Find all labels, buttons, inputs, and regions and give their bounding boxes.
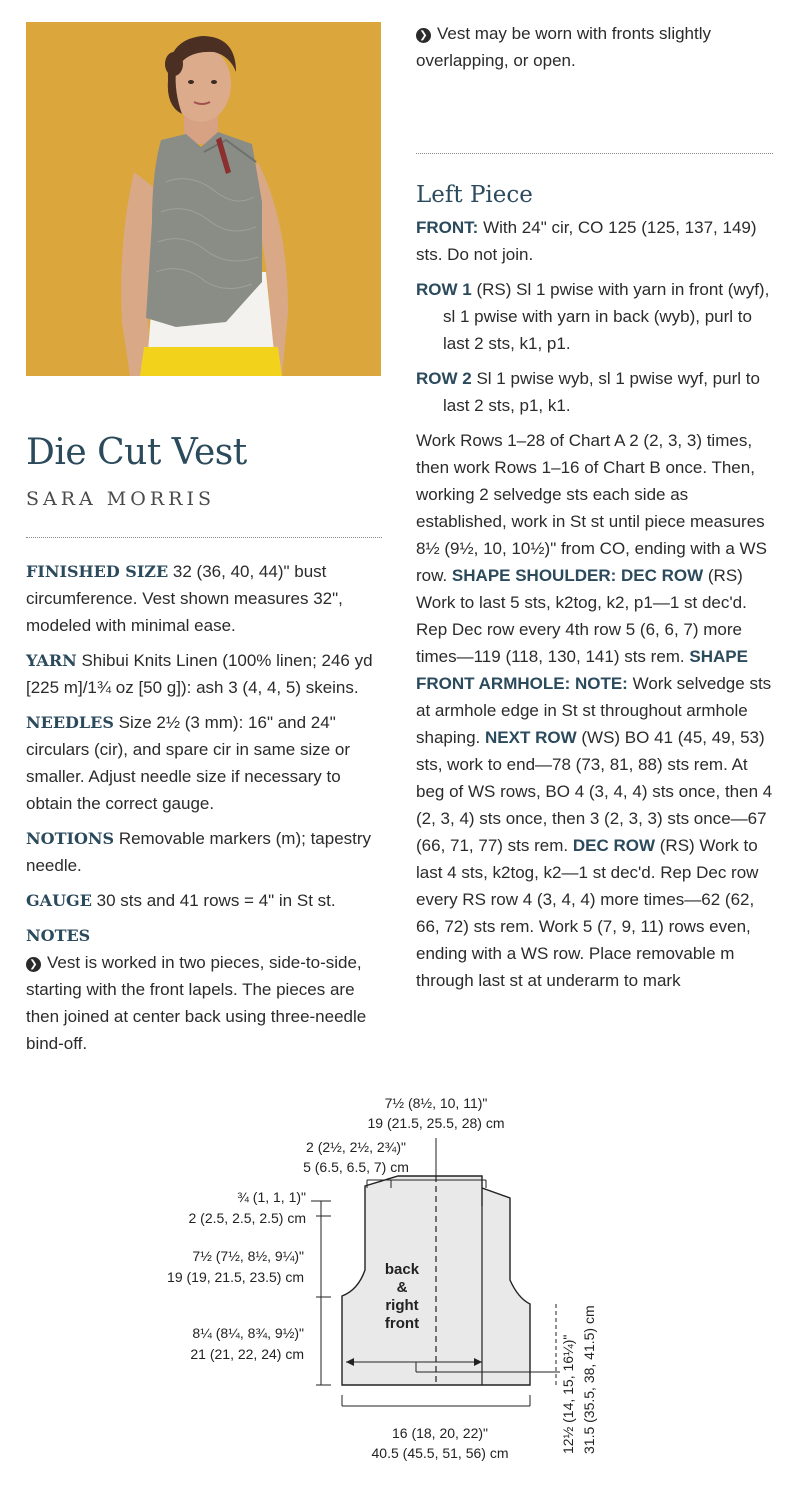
bottom-width-in: 16 (18, 20, 22)" <box>391 1425 489 1441</box>
notes-label: NOTES <box>26 926 91 945</box>
body-a: Work Rows 1–28 of Chart A 2 (2, 3, 3) times, then work Rows 1–16 of Chart B once. Then, working 2 selvedge sts each side as established, work in St st until piece measures 8½ (9½, 10, 10½)" from CO, ending with a WS row. <box>416 431 767 585</box>
lower-cm: 21 (21, 22, 24) cm <box>190 1346 304 1362</box>
shoulder-in: ¾ (1, 1, 1)" <box>237 1189 306 1205</box>
neck-in: 2 (2½, 2½, 2¾)" <box>306 1139 406 1155</box>
lower-in: 8¼ (8¼, 8¾, 9½)" <box>192 1325 304 1341</box>
front-label: FRONT: <box>416 218 479 237</box>
yarn <box>26 647 386 701</box>
left-piece-section <box>416 180 776 1002</box>
specs-column <box>26 558 386 1065</box>
notions <box>26 825 386 879</box>
side-in: 12½ (14, 15, 16¼)" <box>560 1334 576 1454</box>
needles <box>26 709 386 817</box>
left-piece-heading: Left Piece <box>416 182 533 208</box>
body-d: (WS) BO 41 (45, 49, 53) sts, work to end—78 (73, 81, 88) sts rem. At beg of WS rows, BO 4 (3, 4, 4) sts once, then 4 (2, 3, 4) sts once, then 3 (2, 3, 3) sts once—67 (66, 71, 77) sts rem. <box>416 728 773 855</box>
neck-cm: 5 (6.5, 6.5, 7) cm <box>303 1159 409 1175</box>
note-1-first <box>26 949 386 1057</box>
finished-size <box>26 558 386 639</box>
body-c: Work selvedge sts at armhole edge in St st throughout armhole shaping. <box>416 674 772 747</box>
piece-label-2: & <box>396 1279 408 1296</box>
side-cm: 31.5 (35.5, 38, 41.5) cm <box>581 1305 597 1454</box>
dec-row-label: DEC ROW <box>572 836 656 855</box>
piece-label-4: front <box>384 1315 420 1332</box>
schematic-svg <box>120 1080 640 1470</box>
row-1-text: (RS) Sl 1 pwise with yarn in front (wyf), sl 1 pwise with yarn in back (wyb), purl to last 2 sts, k1, p1. <box>443 280 770 353</box>
shape-armhole-label: SHAPE FRONT ARMHOLE: NOTE: <box>416 647 748 693</box>
finished-size-text: 32 (36, 40, 44)" bust circumference. Vest shown measures 32", modeled with minimal ease. <box>26 562 343 635</box>
top-width-in: 7½ (8½, 10, 11)" <box>384 1095 488 1111</box>
armhole-in: 7½ (7½, 8½, 9¼)" <box>192 1248 304 1264</box>
finished-size-label: FINISHED SIZE <box>26 562 169 581</box>
gauge-label: GAUGE <box>26 891 92 910</box>
notes-heading <box>26 922 386 949</box>
instructions-column <box>416 20 776 82</box>
top-width-cm: 19 (21.5, 25.5, 28) cm <box>367 1115 505 1131</box>
note-2 <box>416 20 776 74</box>
piece-label-3: right <box>385 1297 419 1314</box>
bottom-width-cm: 40.5 (45.5, 51, 56) cm <box>371 1445 509 1461</box>
row-2-text: Sl 1 pwise wyb, sl 1 pwise wyf, purl to last 2 sts, p1, k1. <box>443 369 760 415</box>
piece-label-1: back <box>384 1261 420 1278</box>
designer-name: SARA MORRIS <box>26 488 215 510</box>
needles-text: Size 2½ (3 mm): 16" and 24" circulars (cir), and spare cir in same size or smaller. Adjust needle size if necessary to obtain the correct gauge. <box>26 713 351 813</box>
body-e: (RS) Work to last 4 sts, k2tog, k2—1 st dec'd. Rep Dec row every RS row 4 (3, 4, 4) more times—62 (62, 66, 72) sts rem. Work 5 (7, 9, 11) rows even, ending with a WS row. Place removable m through last st at underarm to mark <box>416 836 759 990</box>
notions-label: NOTIONS <box>26 829 115 848</box>
notions-text: Removable markers (m); tapestry needle. <box>26 829 372 875</box>
row-2 <box>416 365 776 419</box>
shoulder-cm: 2 (2.5, 2.5, 2.5) cm <box>188 1210 306 1226</box>
next-row-label: NEXT ROW <box>485 728 577 747</box>
note-2-text: Vest may be worn with fronts slightly overlapping, or open. <box>416 24 712 70</box>
model-illustration <box>26 22 381 376</box>
front-instruction <box>416 214 776 268</box>
pattern-title: Die Cut Vest <box>26 432 247 473</box>
bullet-icon: ❯ <box>416 28 431 43</box>
shape-shoulder-label: SHAPE SHOULDER: DEC ROW <box>451 566 704 585</box>
armhole-cm: 19 (19, 21.5, 23.5) cm <box>167 1269 304 1285</box>
body-paragraph <box>416 427 776 994</box>
gauge-text: 30 sts and 41 rows = 4" in St st. <box>96 891 336 910</box>
schematic-diagram <box>120 1080 640 1475</box>
front-text: With 24" cir, CO 125 (125, 137, 149) sts. Do not join. <box>416 218 757 264</box>
divider <box>416 153 773 154</box>
row-1 <box>416 276 776 357</box>
gauge <box>26 887 386 914</box>
yarn-label: YARN <box>26 651 77 670</box>
body-b: (RS) Work to last 5 sts, k2tog, k2, p1—1 st dec'd. Rep Dec row every 4th row 5 (6, 6, 7) more times—119 (118, 130, 141) sts rem. <box>416 566 747 666</box>
row-2-label: ROW 2 <box>416 369 472 388</box>
divider <box>26 537 382 538</box>
bullet-icon: ❯ <box>26 957 41 972</box>
yarn-text: Shibui Knits Linen (100% linen; 246 yd [225 m]/1¾ oz [50 g]): ash 3 (4, 4, 5) skeins. <box>26 651 373 697</box>
model-photo <box>26 22 381 376</box>
note-1-text: Vest is worked in two pieces, side-to-side, starting with the front lapels. The pieces are then joined at center back using three-needle bind-off. <box>26 953 367 1053</box>
row-1-label: ROW 1 <box>416 280 472 299</box>
needles-label: NEEDLES <box>26 713 114 732</box>
